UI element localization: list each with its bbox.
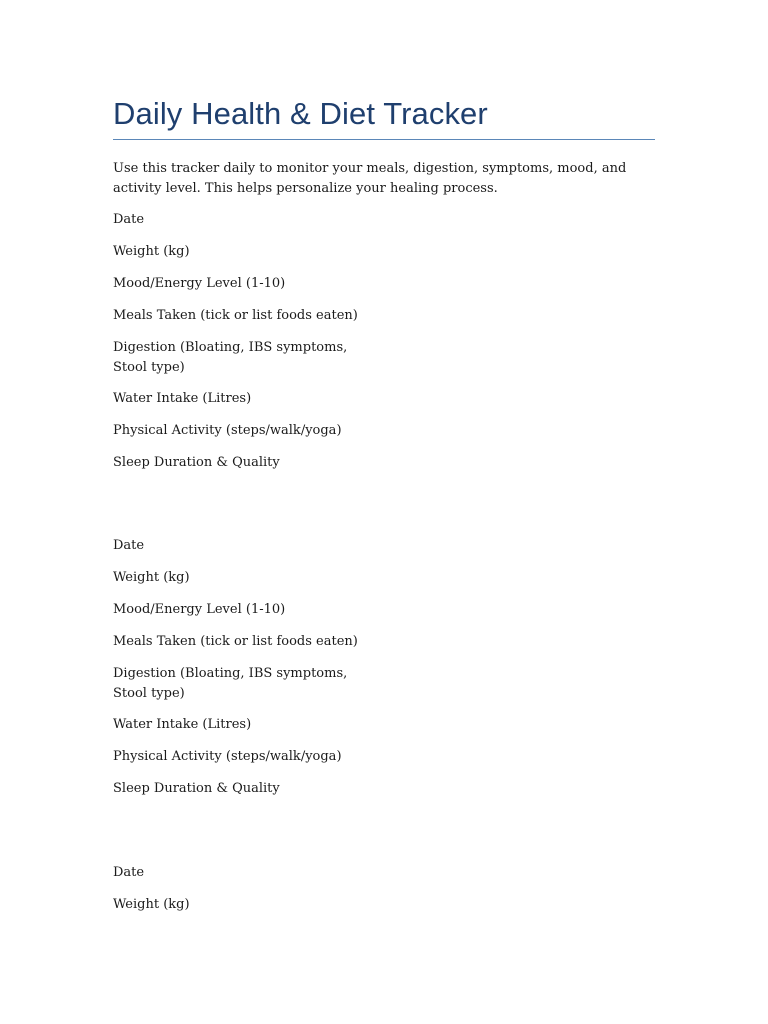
field-sleep: Sleep Duration & Quality — [113, 781, 280, 796]
field-sleep: Sleep Duration & Quality — [113, 455, 280, 470]
field-mood-energy: Mood/Energy Level (1-10) — [113, 602, 286, 617]
field-digestion: Digestion (Bloating, IBS symptoms, Stool type) — [113, 666, 348, 701]
field-meals-taken: Meals Taken (tick or list foods eaten) — [113, 634, 358, 649]
field-weight: Weight (kg) — [113, 244, 190, 259]
field-water-intake: Water Intake (Litres) — [113, 391, 252, 406]
field-weight: Weight (kg) — [113, 570, 190, 585]
document-title: Daily Health & Diet Tracker — [113, 96, 488, 131]
field-mood-energy: Mood/Energy Level (1-10) — [113, 276, 286, 291]
field-physical-activity: Physical Activity (steps/walk/yoga) — [113, 423, 342, 438]
field-meals-taken: Meals Taken (tick or list foods eaten) — [113, 308, 358, 323]
field-date: Date — [113, 865, 145, 880]
title-divider — [113, 139, 655, 140]
field-digestion: Digestion (Bloating, IBS symptoms, Stool type) — [113, 340, 348, 375]
field-water-intake: Water Intake (Litres) — [113, 717, 252, 732]
field-date: Date — [113, 212, 145, 227]
field-weight: Weight (kg) — [113, 897, 190, 912]
field-physical-activity: Physical Activity (steps/walk/yoga) — [113, 749, 342, 764]
field-date: Date — [113, 538, 145, 553]
intro-paragraph: Use this tracker daily to monitor your meals, digestion, symptoms, mood, and activity level. This helps personalize your healing process. — [113, 161, 627, 196]
